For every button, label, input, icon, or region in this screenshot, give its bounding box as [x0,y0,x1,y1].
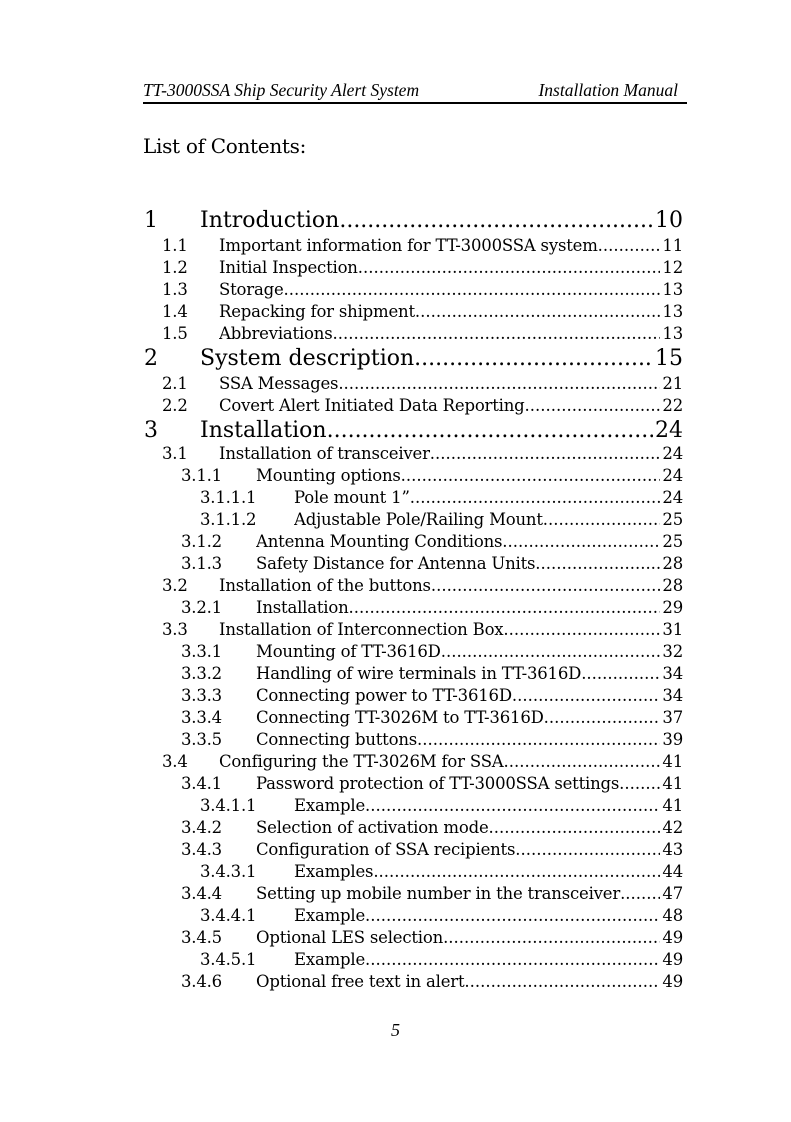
toc-entry-number: 3.4.5 [181,928,222,947]
dot-leader [365,906,660,925]
dot-leader [504,752,661,771]
toc-entry-page: 13 [662,280,683,299]
toc-entry[interactable] [0,374,791,396]
toc-entry-page: 10 [655,208,683,233]
toc-entry-page: 25 [662,510,683,529]
dot-leader [414,346,653,371]
toc-entry-page: 49 [662,972,683,991]
toc-entry-page: 28 [662,554,683,573]
toc-entry[interactable] [0,906,791,928]
toc-entry[interactable] [0,862,791,884]
toc-entry-page: 37 [662,708,683,727]
toc-entry-number: 3.4.4 [181,884,222,903]
toc-entry-title: Repacking for shipment [219,302,415,321]
toc-entry-page: 41 [662,796,683,815]
toc-entry-page: 13 [662,302,683,321]
toc-entry-page: 28 [662,576,683,595]
toc-entry-page: 48 [662,906,683,925]
toc-entry-title: Example [294,950,366,969]
toc-entry[interactable] [0,598,791,620]
dot-leader [358,258,661,277]
toc-entry[interactable] [0,236,791,258]
dot-leader [620,884,660,903]
toc-entry-page: 47 [662,884,683,903]
toc-entry[interactable] [0,258,791,280]
dot-leader [401,466,661,485]
dot-leader [338,374,660,393]
page-number: 5 [391,1020,400,1040]
toc-entry-title: Abbreviations [219,324,333,343]
toc-entry[interactable] [0,444,791,466]
dot-leader [415,302,660,321]
toc-entry-number: 1 [144,208,158,233]
toc-entry-number: 3.2.1 [181,598,222,617]
toc-entry-title: Introduction [200,208,340,233]
toc-entry-page: 22 [662,396,683,415]
dot-leader [515,840,660,859]
toc-entry-number: 3.3 [162,620,188,639]
dot-leader [598,236,661,255]
toc-entry-number: 1.4 [162,302,188,321]
toc-entry[interactable] [0,532,791,554]
toc-entry[interactable] [0,620,791,642]
toc-entry[interactable] [0,488,791,510]
dot-leader [410,488,661,507]
toc-entry-page: 41 [662,752,683,771]
dot-leader [430,444,661,463]
toc-entry-page: 34 [662,664,683,683]
toc-entry-page: 25 [662,532,683,551]
toc-entry-number: 2.1 [162,374,188,393]
running-header [143,78,687,104]
toc-entry-number: 3 [144,418,158,443]
toc-entry-page: 13 [662,324,683,343]
toc-entry-number: 3.4.2 [181,818,222,837]
toc-entry-title: Installation [256,598,349,617]
toc-entry-page: 24 [655,418,683,443]
toc-entry[interactable] [0,840,791,862]
toc-entry-title: Safety Distance for Antenna Units [256,554,536,573]
toc-entry-title: Optional LES selection [256,928,444,947]
toc-entry-title: Example [294,906,366,925]
toc-entry-number: 3.3.3 [181,686,222,705]
toc-entry-page: 29 [662,598,683,617]
dot-leader [543,510,661,529]
dot-leader [581,664,660,683]
toc-entry-title: SSA Messages [219,374,339,393]
toc-entry-number: 1.1 [162,236,188,255]
toc-entry[interactable] [0,708,791,730]
toc-entry-number: 3.4.1 [181,774,222,793]
toc-entry[interactable] [0,752,791,774]
toc-entry-number: 3.4.3 [181,840,222,859]
toc-entry[interactable] [0,466,791,488]
toc-entry-title: System description [200,346,415,371]
toc-entry[interactable] [0,928,791,950]
toc-entry-page: 49 [662,928,683,947]
toc-entry[interactable] [0,208,791,238]
toc-entry-number: 3.1 [162,444,188,463]
toc-entry[interactable] [0,396,791,418]
toc-entry[interactable] [0,642,791,664]
toc-entry[interactable] [0,302,791,324]
dot-leader [332,324,660,343]
toc-entry[interactable] [0,346,791,376]
toc-entry-page: 43 [662,840,683,859]
dot-leader [431,576,661,595]
dot-leader [464,972,660,991]
dot-leader [365,950,660,969]
dot-leader [489,818,661,837]
toc-entry-title: Mounting options [256,466,401,485]
toc-entry-title: Installation of transceiver [219,444,430,463]
toc-entry-title: Configuring the TT-3026M for SSA [219,752,504,771]
toc-entry-number: 3.1.3 [181,554,222,573]
toc-entry-page: 24 [662,466,683,485]
toc-entry-page: 21 [662,374,683,393]
toc-entry-title: Selection of activation mode [256,818,489,837]
toc-entry[interactable] [0,972,791,994]
header-manual-type: Installation Manual [538,80,678,100]
toc-entry[interactable] [0,664,791,686]
toc-entry-title: Installation of Interconnection Box [219,620,504,639]
toc-entry-page: 42 [662,818,683,837]
toc-entry[interactable] [0,510,791,532]
toc-entry-number: 3.4.5.1 [200,950,257,969]
toc-entry-title: Configuration of SSA recipients [256,840,516,859]
dot-leader [525,396,661,415]
toc-entry-title: Setting up mobile number in the transceiver [256,884,621,903]
dot-leader [512,686,661,705]
toc-entry-title: Pole mount 1” [294,488,410,507]
dot-leader [502,532,660,551]
toc-entry-number: 2.2 [162,396,188,415]
dot-leader [365,796,660,815]
toc-entry-page: 34 [662,686,683,705]
toc-entry-number: 2 [144,346,158,371]
toc-entry-title: Handling of wire terminals in TT-3616D [256,664,582,683]
toc-entry-title: Mounting of TT-3616D [256,642,441,661]
toc-entry-title: Important information for TT-3000SSA system [219,236,598,255]
toc-entry-page: 39 [662,730,683,749]
toc-entry-number: 3.3.2 [181,664,222,683]
toc-entry-number: 3.1.1 [181,466,222,485]
dot-leader [339,208,653,233]
dot-leader [619,774,660,793]
toc-entry[interactable] [0,774,791,796]
toc-entry-number: 3.3.1 [181,642,222,661]
dot-leader [373,862,660,881]
dot-leader [544,708,661,727]
toc-entry[interactable] [0,730,791,752]
toc-entry-title: Connecting power to TT-3616D [256,686,512,705]
toc-entry-page: 32 [662,642,683,661]
toc-entry-number: 3.4.3.1 [200,862,257,881]
toc-entry-number: 3.1.2 [181,532,222,551]
dot-leader [284,280,661,299]
toc-entry-title: Covert Alert Initiated Data Reporting [219,396,525,415]
toc-entry[interactable] [0,324,791,346]
dot-leader [535,554,660,573]
toc-entry-number: 3.4 [162,752,188,771]
toc-entry-page: 44 [662,862,683,881]
toc-entry-page: 12 [662,258,683,277]
toc-entry[interactable] [0,686,791,708]
toc-entry[interactable] [0,818,791,840]
header-document-title: TT-3000SSA Ship Security Alert System [143,80,420,100]
toc-entry[interactable] [0,884,791,906]
dot-leader [503,620,660,639]
toc-entry-number: 1.2 [162,258,188,277]
toc-entry-title: Examples [294,862,374,881]
toc-entry-title: Optional free text in alert [256,972,465,991]
dot-leader [441,642,661,661]
toc-entry-page: 31 [662,620,683,639]
toc-entry-title: Installation [200,418,327,443]
toc-entry[interactable] [0,280,791,302]
toc-entry-page: 24 [662,488,683,507]
dot-leader [349,598,661,617]
toc-entry-page: 49 [662,950,683,969]
toc-entry-number: 3.1.1.2 [200,510,257,529]
toc-entry-number: 3.4.6 [181,972,222,991]
toc-entry-title: Adjustable Pole/Railing Mount [294,510,543,529]
toc-entry[interactable] [0,796,791,818]
toc-entry-number: 1.5 [162,324,188,343]
toc-entry-title: Example [294,796,366,815]
toc-entry-page: 41 [662,774,683,793]
toc-entry-title: Initial Inspection [219,258,358,277]
dot-leader [443,928,660,947]
toc-entry-title: Antenna Mounting Conditions [256,532,503,551]
toc-entry-title: Connecting TT-3026M to TT-3616D [256,708,544,727]
toc-entry-title: Password protection of TT-3000SSA settings [256,774,620,793]
toc-entry-page: 24 [662,444,683,463]
dot-leader [327,418,653,443]
toc-entry-number: 1.3 [162,280,188,299]
dot-leader [417,730,660,749]
toc-heading: List of Contents: [143,134,307,158]
toc-entry-page: 11 [662,236,683,255]
toc-entry-number: 3.4.4.1 [200,906,257,925]
toc-entry-number: 3.1.1.1 [200,488,257,507]
toc-entry-number: 3.4.1.1 [200,796,257,815]
toc-entry-page: 15 [655,346,683,371]
toc-entry-number: 3.2 [162,576,188,595]
toc-entry-title: Installation of the buttons [219,576,431,595]
toc-entry[interactable] [0,950,791,972]
toc-entry-number: 3.3.5 [181,730,222,749]
toc-entry-number: 3.3.4 [181,708,222,727]
toc-entry[interactable] [0,554,791,576]
toc-entry-title: Connecting buttons [256,730,418,749]
toc-entry-title: Storage [219,280,284,299]
toc-entry[interactable] [0,576,791,598]
